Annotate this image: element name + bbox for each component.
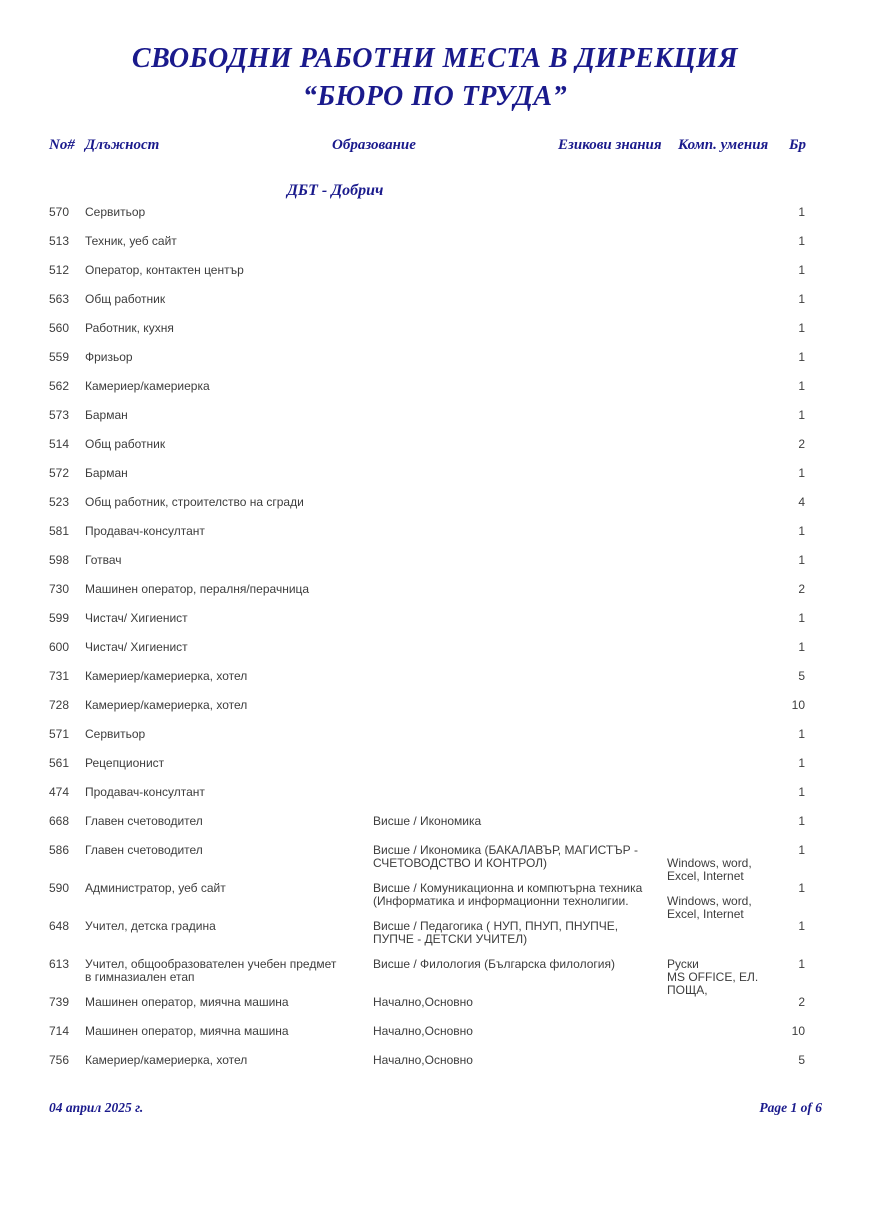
row-skills: [667, 757, 785, 770]
row-computer: Windows, word, Excel, Internet: [667, 894, 752, 921]
row-position: Продавач-консултант: [85, 524, 205, 538]
row-skills: [667, 815, 785, 828]
row-skills: [667, 786, 785, 799]
row-no: 572: [49, 466, 70, 480]
table-row: [0, 206, 870, 219]
row-position: Чистач/ Хигиенист: [85, 611, 188, 625]
row-position: Машинен оператор, миячна машина: [85, 995, 289, 1009]
row-position: Готвач: [85, 553, 122, 567]
row-education: [373, 525, 667, 538]
row-education: [373, 293, 667, 306]
row-position: Общ работник: [85, 437, 166, 451]
row-count: 1: [798, 785, 805, 799]
table-row: [0, 786, 870, 799]
row-skills: [667, 235, 785, 248]
row-position: Барман: [85, 408, 128, 422]
row-skills: [667, 554, 785, 567]
row-education: [373, 264, 667, 277]
row-skills: [667, 641, 785, 654]
row-no: 756: [49, 1053, 70, 1067]
table-row: [0, 235, 870, 248]
header-position: Длъжност: [85, 137, 160, 153]
row-position: Учител, общообразователен учебен предмет в гимназиален етап: [85, 957, 337, 984]
row-no: 598: [49, 553, 70, 567]
row-education: Висше / Икономика (БАКАЛАВЪР, МАГИСТЪР - СЧЕТОВОДСТВО И КОНТРОЛ): [373, 843, 639, 870]
row-count: 1: [798, 611, 805, 625]
row-no: 590: [49, 881, 70, 895]
row-count: 1: [798, 234, 805, 248]
row-count: 1: [798, 814, 805, 828]
header-computer: Комп. умения: [678, 137, 769, 153]
table-row: [0, 496, 870, 509]
row-no: 559: [49, 350, 70, 364]
table-row: [0, 996, 870, 1009]
row-no: 731: [49, 669, 70, 683]
row-no: 730: [49, 582, 70, 596]
row-no: 613: [49, 957, 70, 971]
row-education: [373, 438, 667, 451]
row-skills: [667, 844, 785, 883]
table-row: [0, 957, 870, 997]
row-position: Камериер/камериерка, хотел: [85, 1053, 248, 1067]
table-row: [0, 641, 870, 654]
row-no: 648: [49, 919, 70, 933]
row-no: 560: [49, 321, 70, 335]
row-no: 600: [49, 640, 70, 654]
row-education: [373, 554, 667, 567]
row-count: 2: [798, 582, 805, 596]
table-row: [0, 554, 870, 567]
row-education: Висше / Икономика: [373, 814, 482, 828]
row-skills: [667, 996, 785, 1009]
table-row: [0, 525, 870, 538]
row-position: Машинен оператор, пералня/перачница: [85, 582, 310, 596]
row-position: Рецепционист: [85, 756, 165, 770]
row-position: Работник, кухня: [85, 321, 174, 335]
row-computer: Windows, word, Excel, Internet: [667, 856, 752, 883]
table-row: [0, 728, 870, 741]
table-row: [0, 1025, 870, 1038]
section-title: ДБТ - Добрич: [287, 182, 384, 199]
row-education: [373, 786, 667, 799]
row-position: Машинен оператор, миячна машина: [85, 1024, 289, 1038]
row-no: 563: [49, 292, 70, 306]
row-education: Висше / Комуникационна и компютърна техника (Информатика и информационни технолигии.: [373, 881, 643, 908]
row-count: 1: [798, 408, 805, 422]
row-education: [373, 641, 667, 654]
row-position: Сервитьор: [85, 727, 146, 741]
footer-date: 04 април 2025 г.: [49, 1100, 144, 1115]
row-computer: MS OFFICE, ЕЛ. ПОЩА,: [667, 970, 759, 997]
table-row: [0, 612, 870, 625]
row-education: [373, 206, 667, 219]
row-position: Продавач-консултант: [85, 785, 205, 799]
row-position: Общ работник, строителство на сгради: [85, 495, 304, 509]
row-skills: [667, 380, 785, 393]
row-position: Оператор, контактен център: [85, 263, 244, 277]
row-skills: [667, 438, 785, 451]
table-row: [0, 843, 870, 883]
row-count: 1: [798, 553, 805, 567]
table-row: [0, 351, 870, 364]
row-count: 1: [798, 263, 805, 277]
row-skills: [667, 525, 785, 538]
row-no: 573: [49, 408, 70, 422]
row-no: 714: [49, 1024, 70, 1038]
row-no: 571: [49, 727, 70, 741]
row-position: Техник, уеб сайт: [85, 234, 177, 248]
row-no: 474: [49, 785, 70, 799]
table-header-row: [0, 137, 870, 155]
header-count: Бр: [789, 137, 807, 153]
row-no: 514: [49, 437, 70, 451]
row-education: Начално,Основно: [373, 1053, 473, 1067]
table-body: [0, 206, 870, 1067]
row-skills: [667, 496, 785, 509]
row-education: [373, 496, 667, 509]
row-no: 523: [49, 495, 70, 509]
row-education: [373, 670, 667, 683]
row-skills: [667, 351, 785, 364]
row-position: Фризьор: [85, 350, 133, 364]
row-no: 570: [49, 205, 70, 219]
table-row: [0, 670, 870, 683]
table-row: [0, 920, 870, 946]
table-row: [0, 438, 870, 451]
row-skills: [667, 670, 785, 683]
row-count: 1: [798, 843, 805, 857]
row-education: [373, 380, 667, 393]
row-skills: [667, 322, 785, 335]
row-education: [373, 583, 667, 596]
row-education: [373, 728, 667, 741]
row-position: Главен счетоводител: [85, 814, 203, 828]
row-count: 10: [791, 1024, 805, 1038]
row-education: Висше / Педагогика ( НУП, ПНУП, ПНУПЧЕ, ПУПЧЕ - ДЕТСКИ УЧИТЕЛ): [373, 919, 619, 946]
table-row: [0, 583, 870, 596]
row-no: 581: [49, 524, 70, 538]
row-count: 1: [798, 881, 805, 895]
footer-page-number: Page 1 of 6: [759, 1100, 822, 1115]
row-count: 1: [798, 756, 805, 770]
row-education: [373, 409, 667, 422]
table-row: [0, 757, 870, 770]
title-line-2: “БЮРО ПО ТРУДА”: [302, 81, 568, 112]
row-skills: [667, 264, 785, 277]
row-position: Администратор, уеб сайт: [85, 881, 226, 895]
row-skills: [667, 1025, 785, 1038]
row-skills: [667, 467, 785, 480]
row-position: Камериер/камериерка, хотел: [85, 669, 248, 683]
table-row: [0, 881, 870, 921]
row-count: 1: [798, 205, 805, 219]
row-education: [373, 467, 667, 480]
row-position: Чистач/ Хигиенист: [85, 640, 188, 654]
row-position: Барман: [85, 466, 128, 480]
row-count: 1: [798, 466, 805, 480]
row-education: [373, 699, 667, 712]
row-count: 2: [798, 995, 805, 1009]
document-title: [0, 0, 870, 116]
row-count: 1: [798, 379, 805, 393]
row-education: [373, 235, 667, 248]
title-line-1: СВОБОДНИ РАБОТНИ МЕСТА В ДИРЕКЦИЯ: [131, 43, 739, 74]
row-skills: [667, 409, 785, 422]
row-no: 728: [49, 698, 70, 712]
table-row: [0, 380, 870, 393]
row-position: Сервитьор: [85, 205, 146, 219]
header-education: Образование: [332, 137, 416, 153]
row-count: 1: [798, 292, 805, 306]
row-count: 1: [798, 957, 805, 971]
row-skills: [667, 206, 785, 219]
table-row: [0, 467, 870, 480]
table-row: [0, 264, 870, 277]
row-no: 668: [49, 814, 70, 828]
row-count: 5: [798, 669, 805, 683]
row-count: 4: [798, 495, 805, 509]
row-count: 1: [798, 524, 805, 538]
row-position: Общ работник: [85, 292, 166, 306]
row-count: 10: [791, 698, 805, 712]
row-no: 562: [49, 379, 70, 393]
row-skills: [667, 882, 785, 921]
table-row: [0, 699, 870, 712]
row-education: Висше / Филология (Българска филология): [373, 957, 615, 971]
row-count: 1: [798, 640, 805, 654]
row-education: Начално,Основно: [373, 995, 473, 1009]
row-skills: [667, 612, 785, 625]
row-count: 1: [798, 350, 805, 364]
row-count: 1: [798, 321, 805, 335]
row-languages: Руски: [667, 957, 699, 971]
row-skills: [667, 583, 785, 596]
row-position: Камериер/камериерка: [85, 379, 210, 393]
header-languages: Езикови знания: [558, 137, 662, 153]
row-count: 2: [798, 437, 805, 451]
row-education: [373, 612, 667, 625]
row-no: 739: [49, 995, 70, 1009]
row-count: 1: [798, 727, 805, 741]
row-position: Главен счетоводител: [85, 843, 203, 857]
row-position: Камериер/камериерка, хотел: [85, 698, 248, 712]
row-no: 561: [49, 756, 70, 770]
row-skills: [667, 920, 785, 946]
row-count: 5: [798, 1053, 805, 1067]
row-no: 599: [49, 611, 70, 625]
row-count: 1: [798, 919, 805, 933]
row-education: Начално,Основно: [373, 1024, 473, 1038]
row-position: Учител, детска градина: [85, 919, 216, 933]
header-no: No#: [49, 137, 75, 153]
table-row: [0, 1054, 870, 1067]
table-row: [0, 293, 870, 306]
row-education: [373, 757, 667, 770]
row-skills: [667, 728, 785, 741]
row-skills: [667, 699, 785, 712]
row-education: [373, 322, 667, 335]
table-row: [0, 322, 870, 335]
row-no: 586: [49, 843, 70, 857]
row-skills: [667, 293, 785, 306]
page-footer: [49, 1100, 822, 1116]
row-no: 513: [49, 234, 70, 248]
row-no: 512: [49, 263, 70, 277]
table-row: [0, 815, 870, 828]
row-skills: [667, 957, 785, 997]
row-skills: [667, 1054, 785, 1067]
table-row: [0, 409, 870, 422]
row-education: [373, 351, 667, 364]
